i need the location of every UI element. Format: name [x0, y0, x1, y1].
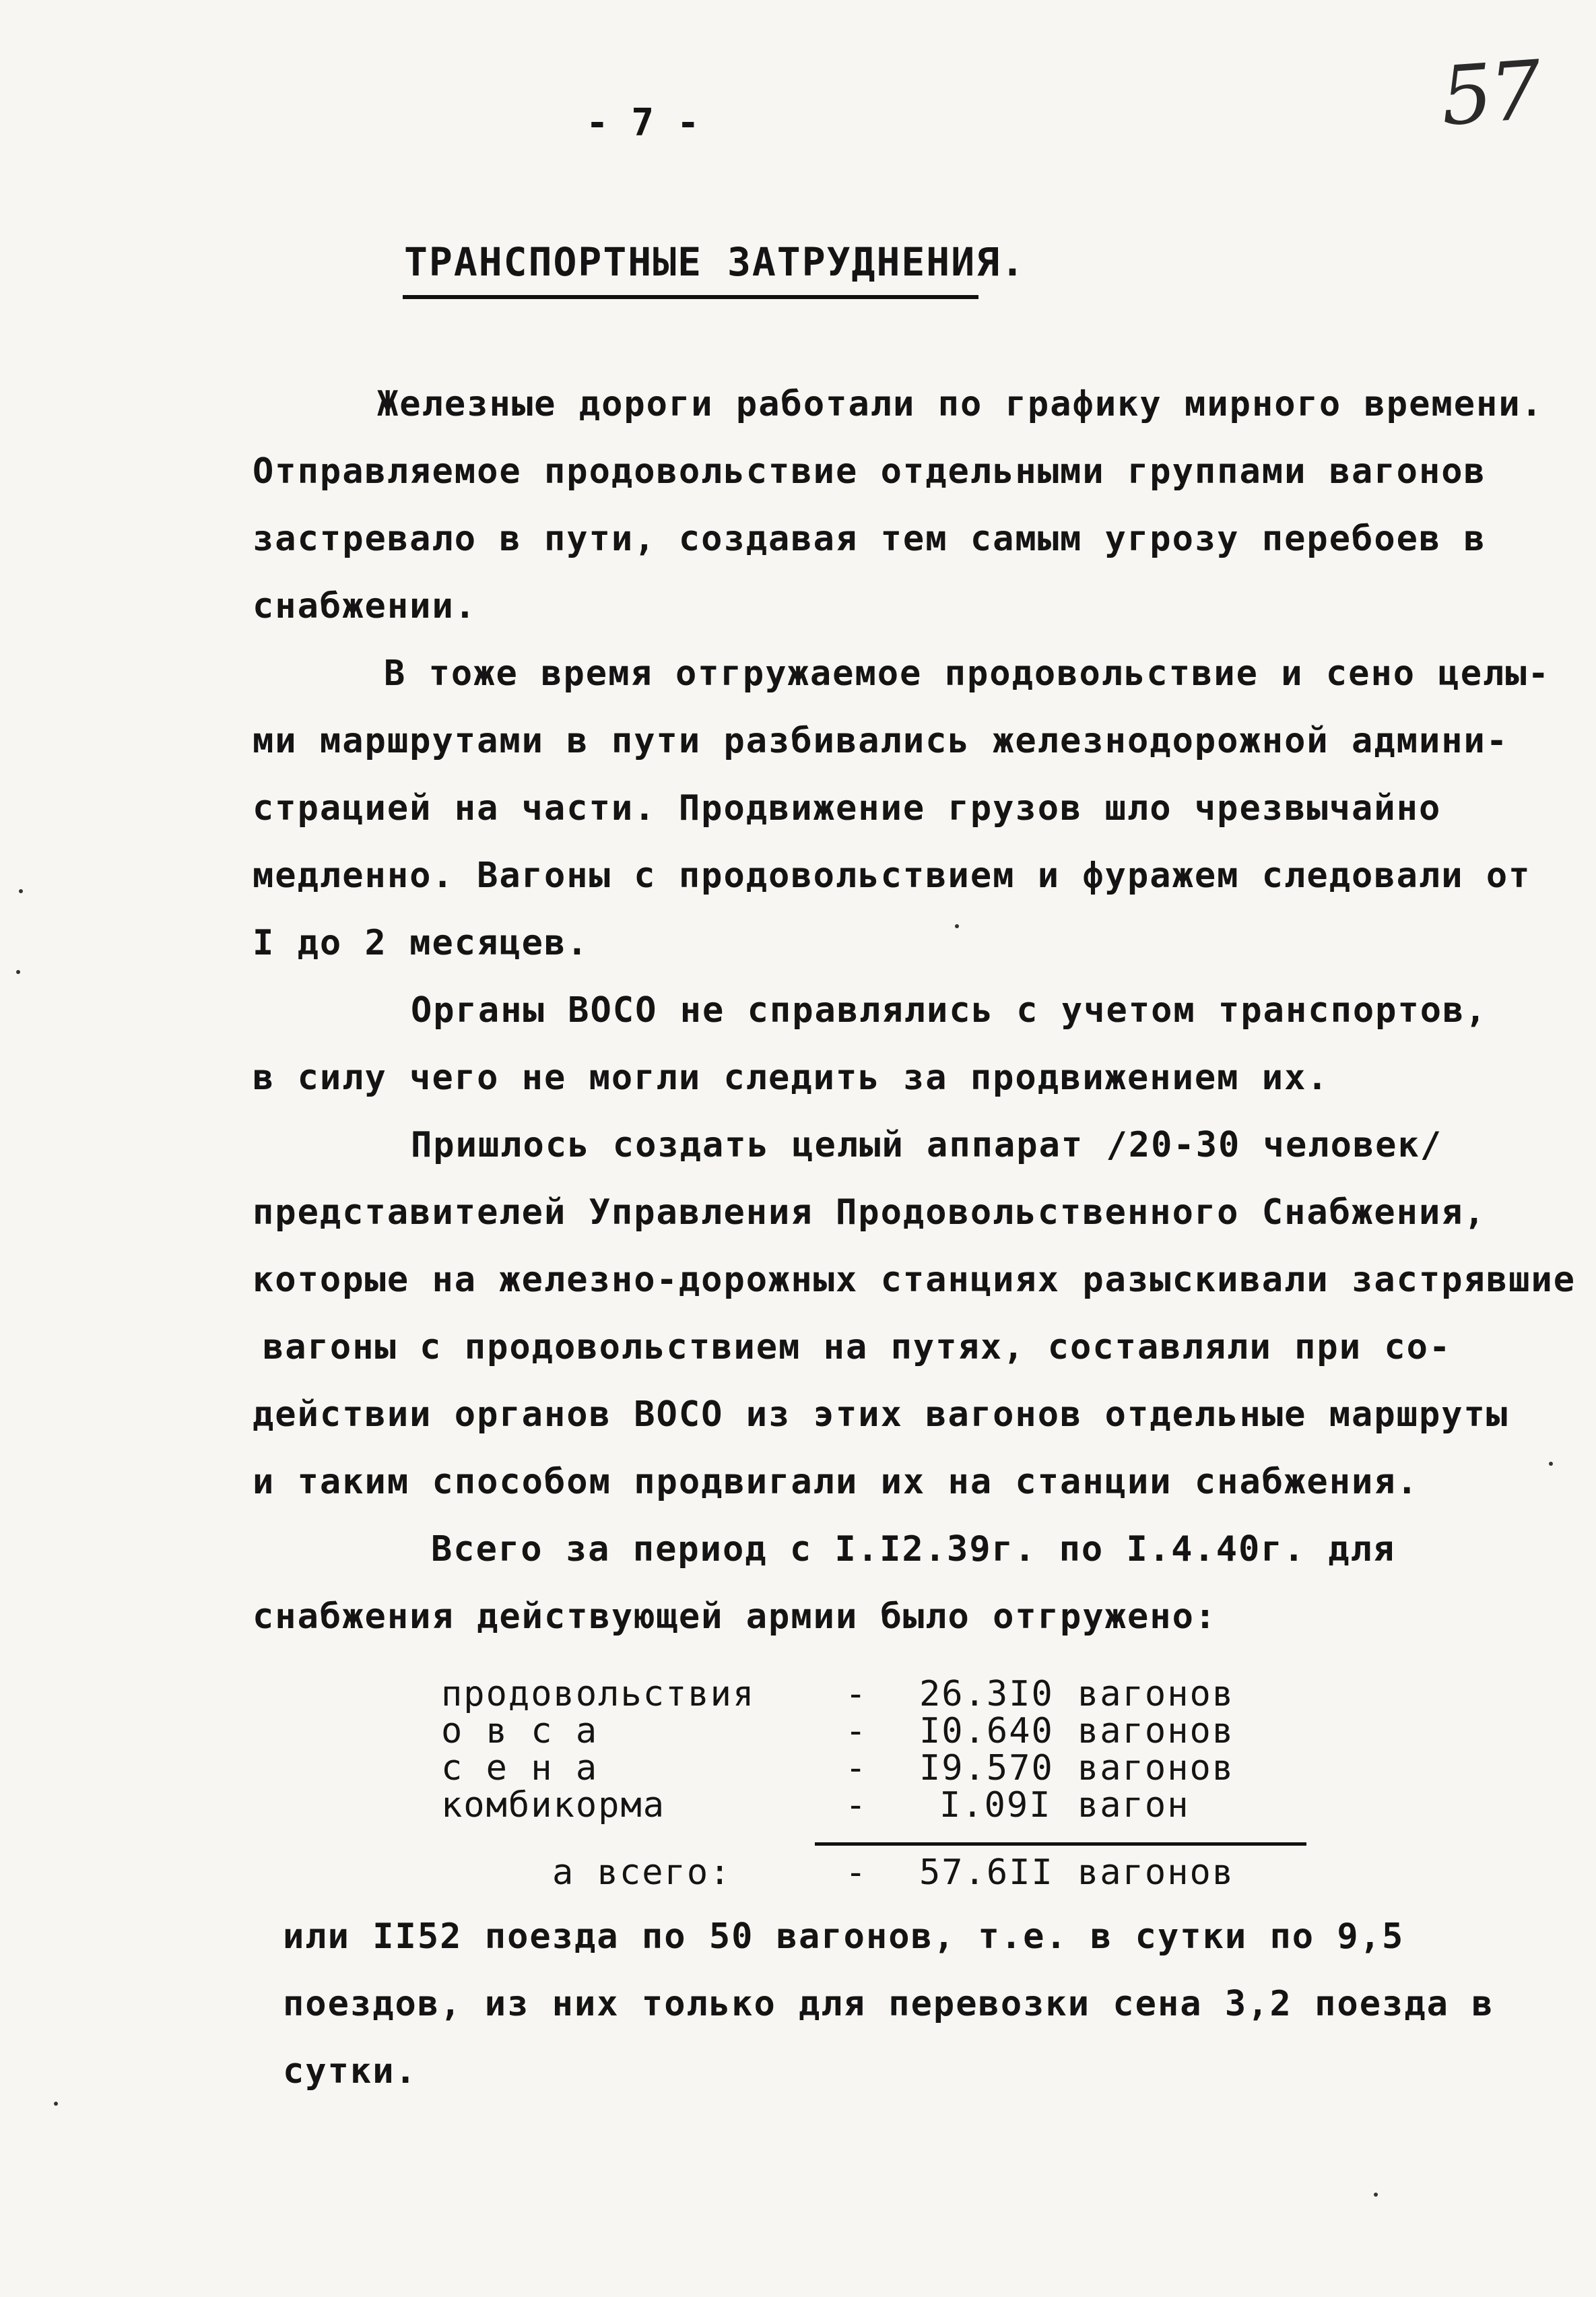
scan-speck — [19, 889, 23, 893]
text-line: В тоже время отгружаемое продовольствие и сено целы- — [384, 653, 1550, 694]
section-title: ТРАНСПОРТНЫЕ ЗАТРУДНЕНИЯ. — [404, 239, 1026, 285]
text-line: Пришлось создать целый аппарат /20-30 человек/ — [411, 1125, 1443, 1165]
total-unit: вагонов — [1077, 1852, 1235, 1893]
total-rule — [815, 1842, 1306, 1846]
total-amount: 57.6II — [919, 1852, 1054, 1893]
shipment-dash: - — [845, 1674, 868, 1714]
scan-speck — [955, 924, 959, 928]
text-line: вагоны с продовольствием на путях, составляли при со- — [263, 1327, 1452, 1367]
text-line: действии органов ВОСО из этих вагонов отдельные маршруты — [253, 1394, 1509, 1435]
shipment-amount: I0.640 — [919, 1711, 1054, 1751]
text-line: и таким способом продвигали их на станции снабжения. — [253, 1462, 1419, 1502]
title-underline — [403, 295, 978, 299]
text-line: в силу чего не могли следить за продвижением их. — [253, 1058, 1329, 1098]
shipment-item: о в с а — [441, 1711, 599, 1751]
shipment-dash: - — [845, 1711, 868, 1751]
scan-speck — [16, 970, 20, 974]
text-line: которые на железно-дорожных станциях разыскивали застрявшие — [253, 1260, 1576, 1300]
total-label: а всего: — [552, 1852, 732, 1893]
text-line: представителей Управления Продовольственного Снабжения, — [253, 1192, 1486, 1233]
shipment-dash: - — [845, 1748, 868, 1788]
shipment-dash: - — [845, 1785, 868, 1825]
text-line: Органы ВОСО не справлялись с учетом транспортов, — [411, 990, 1488, 1031]
scan-speck — [1549, 1462, 1553, 1466]
text-line: страцией на части. Продвижение грузов шло чрезвычайно — [253, 788, 1442, 829]
shipment-amount: I9.570 — [919, 1748, 1054, 1788]
scan-speck — [54, 2102, 58, 2106]
shipment-item: комбикорма — [441, 1785, 666, 1825]
text-line: I до 2 месяцев. — [253, 923, 589, 963]
text-line: сутки. — [283, 2051, 418, 2092]
page-number: - 7 - — [586, 101, 700, 145]
shipment-amount: I.09I — [939, 1785, 1052, 1825]
shipment-amount: 26.3I0 — [919, 1674, 1054, 1714]
shipment-item: продовольствия — [441, 1674, 756, 1714]
text-line: снабжения действующей армии было отгружено: — [253, 1596, 1218, 1637]
text-line: снабжении. — [253, 586, 477, 626]
total-dash: - — [845, 1852, 868, 1893]
handwritten-page-number: 57 — [1438, 44, 1542, 144]
shipment-unit: вагонов — [1077, 1748, 1235, 1788]
shipment-unit: вагонов — [1077, 1711, 1235, 1751]
shipment-item: с е н а — [441, 1748, 599, 1788]
text-line: или II52 поезда по 50 вагонов, т.е. в сутки по 9,5 — [283, 1916, 1405, 1957]
text-line: ми маршрутами в пути разбивались железнодорожной админи- — [253, 721, 1509, 761]
shipment-unit: вагон — [1077, 1785, 1190, 1825]
shipment-unit: вагонов — [1077, 1674, 1235, 1714]
text-line: медленно. Вагоны с продовольствием и фуражем следовали от — [253, 855, 1531, 896]
text-line: Железные дороги работали по графику мирного времени. — [377, 384, 1543, 424]
text-line: Всего за период с I.I2.39г. по I.4.40г. для — [431, 1529, 1396, 1570]
text-line: поездов, из них только для перевозки сена 3,2 поезда в — [283, 1984, 1494, 2024]
text-line: застревало в пути, создавая тем самым угрозу перебоев в — [253, 519, 1486, 559]
text-line: Отправляемое продовольствие отдельными группами вагонов — [253, 451, 1486, 492]
scan-speck — [1374, 2193, 1378, 2197]
